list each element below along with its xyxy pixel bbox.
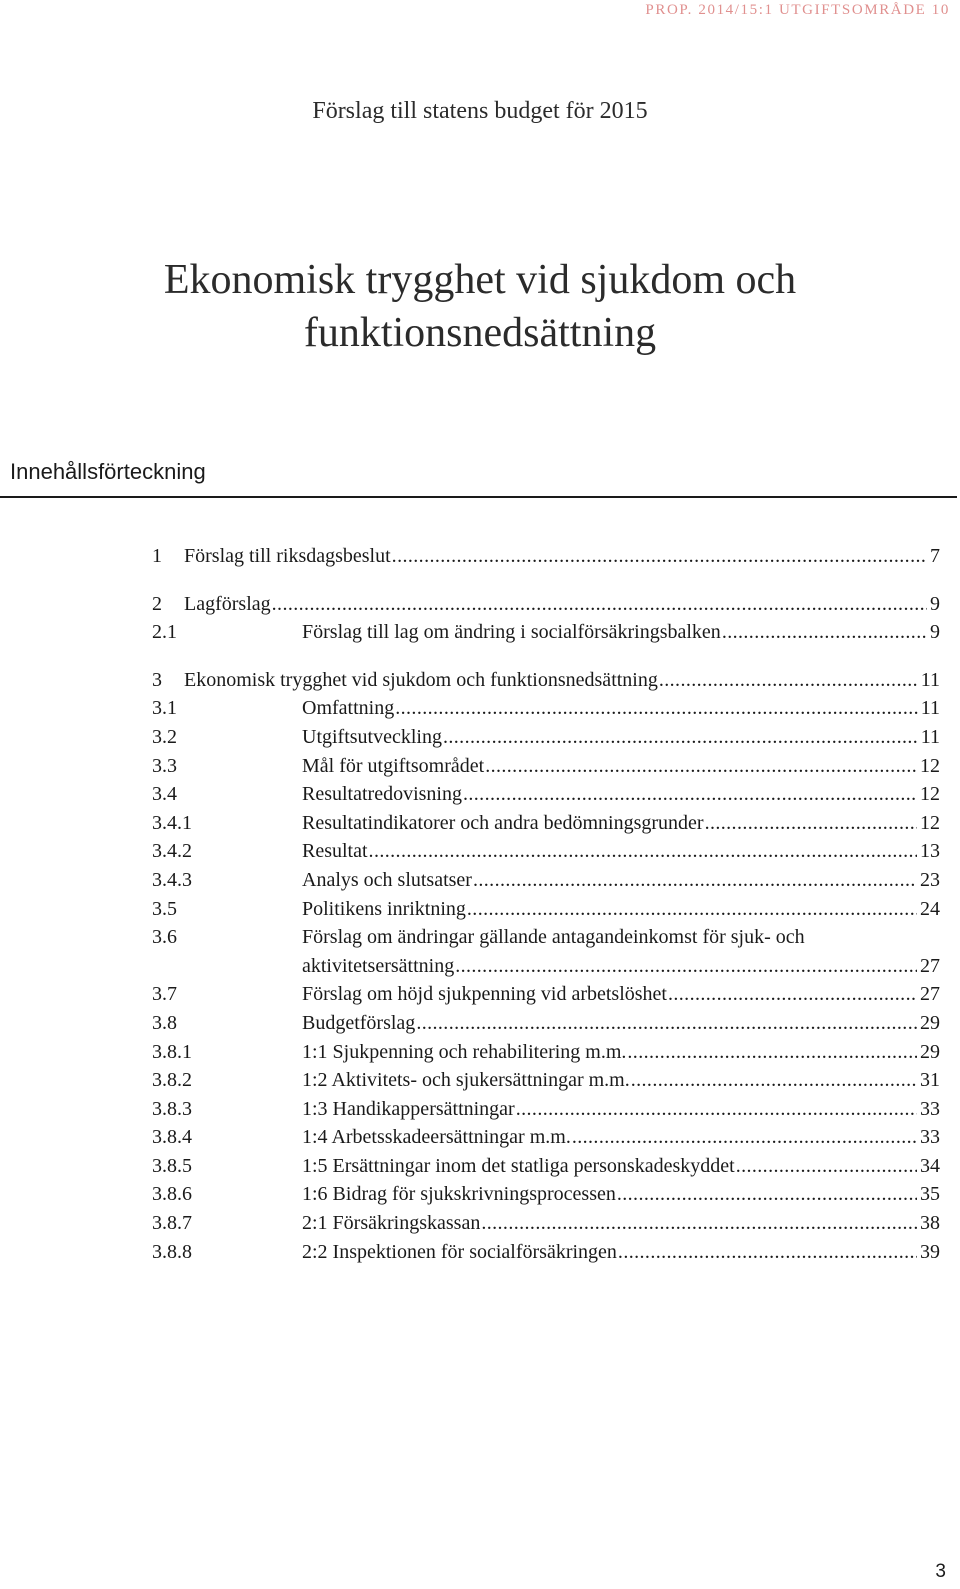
document-title-line-2: funktionsnedsättning <box>303 310 657 356</box>
toc-entry-section-3-5[interactable] <box>0 895 960 924</box>
toc-entry-page: 13 <box>920 840 940 863</box>
toc-entry-title: Förslag om höjd sjukpenning vid arbetslöshet <box>302 983 667 1006</box>
toc-entry-section-3-8-7[interactable] <box>0 1209 960 1238</box>
toc-entry-section-3-8-3[interactable] <box>0 1095 960 1124</box>
toc-dot-leader <box>618 1238 917 1267</box>
toc-entry-page: 33 <box>920 1126 940 1149</box>
toc-entry-page: 27 <box>920 983 940 1006</box>
toc-entry-title: Omfattning <box>302 697 395 720</box>
toc-entry-section-3-3[interactable] <box>0 752 960 781</box>
toc-entry-page: 29 <box>920 1011 940 1034</box>
toc-dot-leader <box>272 590 927 619</box>
toc-entry-number: 3.8.6 <box>152 1183 192 1206</box>
toc-entry-number: 3.8.8 <box>152 1240 192 1263</box>
toc-dot-leader <box>668 980 917 1009</box>
toc-entry-number: 3.8.4 <box>152 1126 192 1149</box>
toc-heading: Innehållsförteckning <box>10 459 206 484</box>
toc-entry-section-3-4-2[interactable] <box>0 837 960 866</box>
document-title-line-1: Ekonomisk trygghet vid sjukdom och <box>163 257 797 303</box>
toc-entry-number: 3.4.1 <box>152 811 192 834</box>
toc-dot-leader <box>516 1095 917 1124</box>
toc-entry-page: 12 <box>920 783 940 806</box>
toc-dot-leader <box>395 694 918 723</box>
toc-entry-title: Resultat <box>302 840 368 863</box>
toc-entry-title: 1:6 Bidrag för sjukskrivningsprocessen <box>302 1183 616 1206</box>
toc-entry-page: 12 <box>920 754 940 777</box>
toc-divider <box>0 496 957 498</box>
toc-entry-section-3-8-8[interactable] <box>0 1238 960 1267</box>
toc-entry-number: 3.2 <box>152 725 177 748</box>
toc-entry-title: Förslag till lag om ändring i socialförsäkringsbalken <box>302 621 721 644</box>
toc-entry-number: 3.8.1 <box>152 1040 192 1063</box>
toc-entry-number: 3.4 <box>152 783 177 806</box>
toc-dot-leader <box>631 1066 917 1095</box>
toc-entry-page: 7 <box>930 545 940 567</box>
toc-entry-title: Analys och slutsatser <box>302 868 472 891</box>
toc-dot-leader <box>443 723 918 752</box>
toc-entry-page: 38 <box>920 1212 940 1235</box>
toc-entry-title: aktivitetsersättning <box>302 954 455 977</box>
toc-dot-leader <box>627 1038 917 1067</box>
toc-entry-title: Resultatredovisning <box>302 783 462 806</box>
toc-entry-section-2-1[interactable] <box>0 618 960 647</box>
toc-entry-page: 11 <box>920 668 940 691</box>
toc-dot-leader <box>481 1209 917 1238</box>
toc-entry-page: 34 <box>920 1154 940 1177</box>
toc-dot-leader <box>455 952 917 981</box>
toc-entry-number: 3.8.7 <box>152 1212 192 1235</box>
toc-entry-title: Lagförslag <box>184 592 271 615</box>
toc-entry-section-3-8-2[interactable] <box>0 1066 960 1095</box>
toc-entry-page: 11 <box>920 725 940 748</box>
toc-entry-title: 2:1 Försäkringskassan <box>302 1212 481 1235</box>
table-of-contents <box>0 542 960 1266</box>
toc-entry-number: 3.6 <box>152 926 177 949</box>
toc-dot-leader <box>392 542 927 571</box>
toc-entry-section-3-8[interactable] <box>0 1009 960 1038</box>
toc-dot-leader <box>722 618 927 647</box>
page-number: 3 <box>935 1561 946 1582</box>
toc-entry-number: 2.1 <box>152 621 177 644</box>
running-header: PROP. 2014/15:1 UTGIFTSOMRÅDE 10 <box>645 2 950 18</box>
toc-entry-number: 3.5 <box>152 897 177 920</box>
toc-entry-title: Politikens inriktning <box>302 897 466 920</box>
toc-dot-leader <box>463 780 917 809</box>
toc-entry-title: 2:2 Inspektionen för socialförsäkringen <box>302 1240 617 1263</box>
toc-entry-number: 3 <box>152 668 162 691</box>
toc-entry-section-3-8-5[interactable] <box>0 1152 960 1181</box>
toc-entry-section-3-8-6[interactable] <box>0 1180 960 1209</box>
toc-entry-section-3-4[interactable] <box>0 780 960 809</box>
toc-dot-leader <box>416 1009 917 1038</box>
toc-entry-title: Resultatindikatorer och andra bedömningsgrunder <box>302 811 704 834</box>
toc-entry-page: 31 <box>920 1069 940 1092</box>
toc-dot-leader <box>572 1123 917 1152</box>
toc-entry-title: 1:4 Arbetsskadeersättningar m.m. <box>302 1126 571 1149</box>
toc-entry-number: 3.7 <box>152 983 177 1006</box>
toc-entry-chapter-3[interactable] <box>0 666 960 695</box>
toc-entry-section-3-4-1[interactable] <box>0 809 960 838</box>
toc-entry-page: 33 <box>920 1097 940 1120</box>
toc-entry-page: 29 <box>920 1040 940 1063</box>
toc-entry-title-line-1: Förslag om ändringar gällande antagandeinkomst för sjuk- och <box>302 926 805 949</box>
toc-dot-leader <box>705 809 917 838</box>
toc-entry-number: 2 <box>152 592 162 615</box>
toc-entry-number: 3.8.2 <box>152 1069 192 1092</box>
toc-entry-chapter-1[interactable] <box>0 542 960 571</box>
toc-entry-title: 1:3 Handikappersättningar <box>302 1097 515 1120</box>
toc-entry-title: Utgiftsutveckling <box>302 725 442 748</box>
toc-entry-title: Ekonomisk trygghet vid sjukdom och funktionsnedsättning <box>184 668 658 691</box>
toc-entry-number: 3.8.5 <box>152 1154 192 1177</box>
toc-entry-section-3-4-3[interactable] <box>0 866 960 895</box>
toc-dot-leader <box>473 866 917 895</box>
toc-entry-section-3-7[interactable] <box>0 980 960 1009</box>
toc-entry-section-3-8-4[interactable] <box>0 1123 960 1152</box>
toc-entry-section-3-8-1[interactable] <box>0 1038 960 1067</box>
toc-entry-title: 1:1 Sjukpenning och rehabilitering m.m. <box>302 1040 627 1063</box>
toc-entry-section-3-6[interactable] <box>0 923 960 980</box>
toc-dot-leader <box>617 1180 917 1209</box>
toc-entry-number: 3.3 <box>152 754 177 777</box>
toc-entry-number: 3.8.3 <box>152 1097 192 1120</box>
toc-entry-number: 1 <box>152 545 162 567</box>
toc-entry-title: 1:2 Aktivitets- och sjukersättningar m.m. <box>302 1069 630 1092</box>
toc-entry-page: 39 <box>920 1240 940 1263</box>
toc-entry-chapter-2[interactable] <box>0 590 960 619</box>
toc-dot-leader <box>659 666 918 695</box>
toc-entry-page: 27 <box>920 954 940 977</box>
toc-entry-number: 3.4.3 <box>152 868 192 891</box>
toc-entry-title: 1:5 Ersättningar inom det statliga personskadeskyddet <box>302 1154 735 1177</box>
document-subtitle: Förslag till statens budget för 2015 <box>312 98 648 124</box>
toc-entry-section-3-2[interactable] <box>0 723 960 752</box>
toc-entry-number: 3.1 <box>152 697 177 720</box>
toc-entry-page: 9 <box>930 592 940 615</box>
toc-dot-leader <box>485 752 917 781</box>
toc-entry-number: 3.8 <box>152 1011 177 1034</box>
toc-dot-leader <box>467 895 917 924</box>
toc-dot-leader <box>736 1152 917 1181</box>
toc-entry-section-3-1[interactable] <box>0 694 960 723</box>
toc-entry-page: 24 <box>920 897 940 920</box>
toc-entry-page: 23 <box>920 868 940 891</box>
toc-dot-leader <box>369 837 917 866</box>
toc-entry-page: 35 <box>920 1183 940 1206</box>
toc-entry-page: 11 <box>920 697 940 720</box>
toc-entry-title: Förslag till riksdagsbeslut <box>184 545 391 567</box>
toc-entry-number: 3.4.2 <box>152 840 192 863</box>
toc-entry-title: Budgetförslag <box>302 1011 416 1034</box>
toc-entry-page: 9 <box>930 621 940 644</box>
toc-entry-title: Mål för utgiftsområdet <box>302 754 485 777</box>
toc-entry-page: 12 <box>920 811 940 834</box>
document-title <box>0 254 960 360</box>
